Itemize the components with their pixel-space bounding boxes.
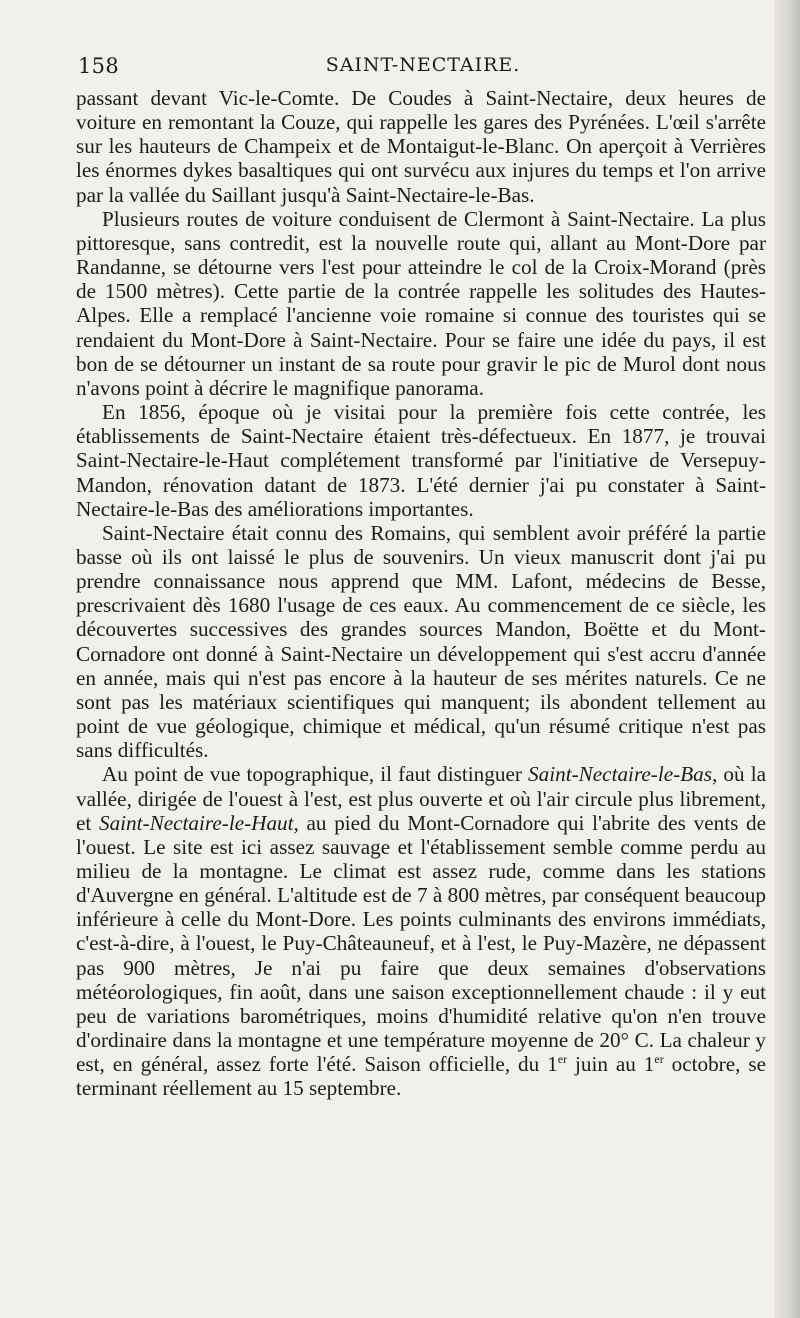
date-day: 1: [643, 1052, 655, 1077]
ordinal-superscript: er: [557, 1052, 568, 1067]
page-number: 158: [78, 54, 119, 78]
paragraph-1: passant devant Vic-le-Comte. De Coudes à Saint-Nectaire, deux heures de voiture en remontant la Couze, qui rappelle les gares des Pyrénées. L'œil s'arrête sur les hauteurs de Champeix et de Montaigut-le-Blanc. On aperçoit à Verrières les énormes dykes basaltiques qui ont survécu aux injures du temps et l'on arrive par la vallée du Saillant jusqu'à Saint-Nectaire-le-Bas.: [76, 86, 766, 207]
date-day: 1: [547, 1052, 558, 1077]
paragraph-5-text: au pied du Mont-Cornadore qui l'abrite des vents de l'ouest. Le site est ici assez sauvage et l'établissement semble comme perdu au milieu de la montagne. Le climat est assez rude, comme dans les stations d'Auvergne en général. L'altitude est de 7 à 800 mètres, par conséquent beaucoup inférieure à celle du Mont-Dore. Les points culminants des environs immédiats, c'est-à-dire, à l'ouest, le Puy-Châteauneuf, et à l'est, le Puy-Mazère, ne dépassent pas 900 mètres, Je n'ai pu faire que deux semaines d'observations météorologiques, fin août, dans une saison exceptionnellement chaude : il y eut peu de variations barométriques, moins d'humidité relative qu'on n'en trouve d'ordinaire dans la montagne et une température moyenne de 20° C. La chaleur y est, en général, assez forte l'été. Saison officielle, du: [76, 810, 767, 1077]
paragraph-4: Saint-Nectaire était connu des Romains, qui semblent avoir préféré la partie basse où ils ont laissé le plus de souvenirs. Un vieux manuscrit dont j'ai pu prendre connaissance nous apprend que MM. Lafont, médecins de Besse, prescrivaient dès 1680 l'usage de ces eaux. Au commencement de ce siècle, les découvertes successives des grandes sources Mandon, Boëtte et du Mont-Cornadore ont donné à Saint-Nectaire un développement qui s'est accru d'année en année, mais qui n'est pas encore à la hauteur de ses mérites naturels. Ce ne sont pas les matériaux scientifiques qui manquent; ils abondent tellement au point de vue géologique, chimique et médical, qu'un résumé critique n'est pas sans difficultés.: [76, 520, 766, 763]
paragraph-5: [76, 762, 766, 1100]
paragraph-3: En 1856, époque où je visitai pour la première fois cette contrée, les établissements de Saint-Nectaire étaient très-défectueux. En 1877, je trouvai Saint-Nectaire-le-Haut complétement transformé par l'initiative de Versepuy-Mandon, rénovation datant de 1873. L'été dernier j'ai pu constater à Saint-Nectaire-le-Bas des améliorations importantes.: [76, 400, 766, 521]
paragraph-5-text: où la vallée, dirigée de l'ouest à l'est, est plus ouverte et où l'air circule plus librement, et: [76, 762, 766, 835]
body-text: [76, 86, 766, 1101]
running-title: SAINT-NECTAIRE.: [325, 54, 521, 76]
paragraph-5-text: juin au: [567, 1052, 644, 1077]
ordinal-superscript: er: [654, 1052, 664, 1067]
page-header: [78, 48, 768, 82]
place-name-italic: Saint-Nectaire-le-Bas,: [528, 762, 718, 787]
page-edge-shadow: [774, 0, 800, 1318]
place-name-italic: Saint-Nectaire-le-Haut,: [98, 810, 299, 835]
paragraph-2: Plusieurs routes de voiture conduisent de Clermont à Saint-Nectaire. La plus pittoresque, sans contredit, est la nouvelle route qui, allant au Mont-Dore par Randanne, se détourne vers l'est pour atteindre le col de la Croix-Morand (près de 1500 mètres). Cette partie de la contrée rappelle les solitudes des Hautes-Alpes. Elle a remplacé l'ancienne voie romaine si connue des touristes qui se rendaient du Mont-Dore à Saint-Nectaire. Pour se faire une idée du pays, il est bon de se détourner un instant de sa route pour gravir le pic de Murol dont nous n'avons point à décrire le magnifique panorama.: [76, 206, 766, 400]
paragraph-5-text: octobre, se terminant réellement au 15 septembre.: [76, 1052, 767, 1101]
paragraph-5-text: Au point de vue topographique, il faut distinguer: [102, 762, 529, 787]
